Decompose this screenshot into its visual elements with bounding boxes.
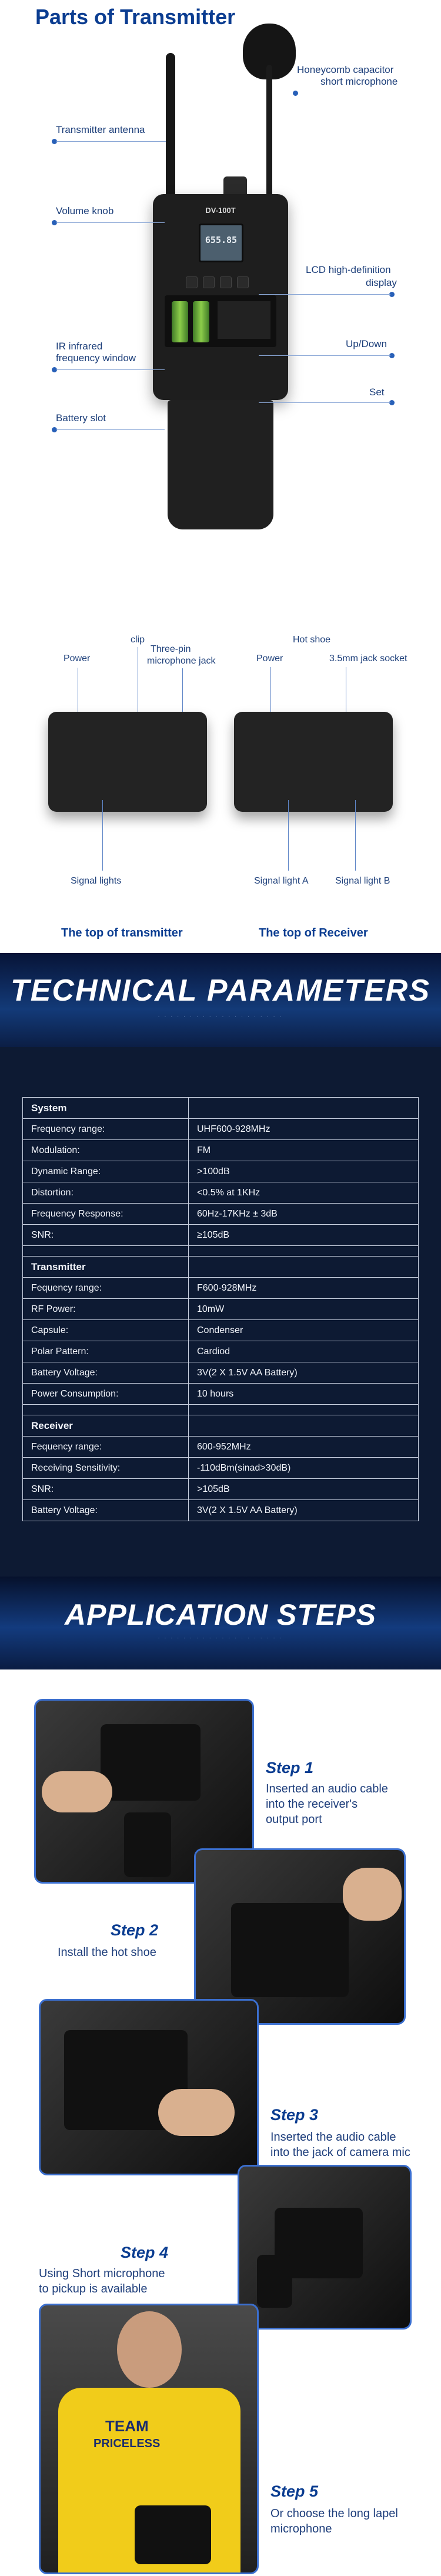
camera [135, 2505, 211, 2564]
spec-row [23, 1341, 419, 1362]
application-steps-section [0, 1577, 441, 2576]
parts-section [0, 0, 441, 594]
spec-value: Cardiod [189, 1341, 419, 1362]
top-view-section [0, 594, 441, 953]
callout-leader [56, 222, 165, 223]
spec-key: Fequency range: [23, 1437, 189, 1458]
spec-key: SNR: [23, 1225, 189, 1246]
step4-line1: Using Short microphone [39, 2267, 165, 2280]
spec-row [23, 1140, 419, 1161]
callout-mic-line2: short microphone [320, 76, 398, 87]
transmitter-body [153, 194, 288, 400]
spec-value: 10 hours [189, 1384, 419, 1405]
spec-gap-cell [23, 1246, 189, 1257]
battery-door-label [218, 301, 270, 339]
steps-banner-title: APPLICATION STEPS [64, 1598, 376, 1631]
spec-gap-row [23, 1405, 419, 1415]
spec-row [23, 1299, 419, 1320]
hand [343, 1868, 402, 1921]
spec-heading-empty [189, 1098, 419, 1119]
spec-heading-cell: Receiver [23, 1415, 189, 1437]
transmitter-top-image [48, 712, 207, 812]
tech-banner-title: TECHNICAL PARAMETERS [10, 974, 431, 1008]
spec-row [23, 1458, 419, 1479]
spec-value: >105dB [189, 1479, 419, 1500]
spec-heading-empty [189, 1415, 419, 1437]
spec-value: F600-928MHz [189, 1278, 419, 1299]
camera [101, 1724, 201, 1801]
control-buttons [186, 276, 256, 289]
spec-gap-row [23, 1246, 419, 1257]
battery-bay [165, 295, 276, 347]
spec-section-heading [23, 1415, 419, 1437]
spec-row [23, 1182, 419, 1204]
technical-parameters-section [0, 953, 441, 1577]
step5-title: Step 5 [270, 2482, 319, 2500]
label-signal-b: Signal light B [335, 876, 390, 886]
callout-dot [293, 91, 298, 96]
spec-row [23, 1437, 419, 1458]
spec-key: Polar Pattern: [23, 1341, 189, 1362]
pointer-line [355, 800, 356, 871]
spec-key: Battery Voltage: [23, 1500, 189, 1521]
callout-lcd-line1: LCD high-definition [306, 264, 391, 275]
receiver-unit [124, 1812, 171, 1877]
step4-line2: to pickup is available [39, 2282, 148, 2295]
label-hot-shoe: Hot shoe [293, 635, 331, 645]
spec-value: <0.5% at 1KHz [189, 1182, 419, 1204]
spec-key: Fequency range: [23, 1278, 189, 1299]
battery-right [193, 301, 209, 342]
transmitter-antenna [166, 53, 175, 200]
shirt-text-priceless: PRICELESS [93, 2437, 161, 2450]
spec-section-heading [23, 1098, 419, 1119]
spec-value: UHF600-928MHz [189, 1119, 419, 1140]
spec-row [23, 1500, 419, 1521]
lcd-display [199, 224, 243, 262]
caption-receiver: The top of Receiver [259, 927, 368, 939]
callout-updown: Up/Down [346, 338, 387, 349]
spec-key: Power Consumption: [23, 1384, 189, 1405]
spec-gap-cell [189, 1246, 419, 1257]
camera [231, 1903, 349, 1997]
spec-key: SNR: [23, 1479, 189, 1500]
step5-photo [39, 2304, 259, 2574]
spec-value: FM [189, 1140, 419, 1161]
callout-mic-line1: Honeycomb capacitor [297, 64, 394, 75]
callout-leader [259, 355, 390, 356]
spec-value: -110dBm(sinad>30dB) [189, 1458, 419, 1479]
label-three-pin-line1: Three-pin [151, 644, 191, 654]
spec-row [23, 1320, 419, 1341]
label-clip: clip [131, 635, 145, 645]
callout-leader [56, 429, 165, 430]
spec-key: Frequency Response: [23, 1204, 189, 1225]
spec-section-heading [23, 1257, 419, 1278]
spec-gap-cell [23, 1405, 189, 1415]
spec-key: Frequency range: [23, 1119, 189, 1140]
spec-row [23, 1225, 419, 1246]
hand [158, 2089, 235, 2136]
callout-set: Set [369, 386, 385, 398]
label-signal-lights: Signal lights [71, 876, 122, 886]
step3-line1: Inserted the audio cable [270, 2131, 396, 2144]
caption-transmitter: The top of transmitter [61, 927, 183, 939]
spec-row [23, 1119, 419, 1140]
spec-row [23, 1161, 419, 1182]
step1-line2: into the receiver's [266, 1798, 358, 1811]
belt-clip [168, 400, 273, 529]
callout-ir-line2: frequency window [56, 352, 136, 364]
spec-row [23, 1479, 419, 1500]
label-signal-a: Signal light A [254, 876, 309, 886]
callout-battery: Battery slot [56, 412, 106, 424]
label-three-pin-line2: microphone jack [147, 656, 216, 666]
spec-value: 10mW [189, 1299, 419, 1320]
step5-line2: microphone [270, 2522, 332, 2535]
spec-key: Modulation: [23, 1140, 189, 1161]
transmitter-unit [257, 2255, 292, 2308]
microphone-gooseneck [266, 65, 272, 206]
spec-value: 600-952MHz [189, 1437, 419, 1458]
callout-leader [56, 141, 166, 142]
label-jack-socket: 3.5mm jack socket [329, 654, 407, 664]
battery-left [172, 301, 188, 342]
label-power-left: Power [64, 654, 91, 664]
callout-ir-line1: IR infrared [56, 341, 103, 352]
spec-row [23, 1204, 419, 1225]
spec-value: 3V(2 X 1.5V AA Battery) [189, 1362, 419, 1384]
spec-heading-cell: System [23, 1098, 189, 1119]
step4-title: Step 4 [121, 2244, 169, 2261]
step1-line3: output port [266, 1813, 322, 1826]
spec-key: Dynamic Range: [23, 1161, 189, 1182]
spec-row [23, 1362, 419, 1384]
pointer-line [102, 800, 103, 871]
steps-banner-decoration: · · · · · · · · · · · · · · · · · · · · [158, 1635, 283, 1641]
spec-value: ≥105dB [189, 1225, 419, 1246]
person-head [117, 2311, 182, 2388]
label-power-right: Power [256, 654, 283, 664]
step2-line1: Install the hot shoe [58, 1946, 156, 1959]
steps-banner [0, 1577, 441, 1669]
spec-value: Condenser [189, 1320, 419, 1341]
callout-leader [56, 369, 165, 370]
step5-line1: Or choose the long lapel [270, 2507, 398, 2520]
callout-volume: Volume knob [56, 205, 114, 216]
spec-row [23, 1384, 419, 1405]
callout-leader [259, 294, 390, 295]
button-1 [186, 276, 198, 288]
button-4 [237, 276, 249, 288]
spec-value: >100dB [189, 1161, 419, 1182]
spec-gap-cell [189, 1405, 419, 1415]
step3-line2: into the jack of camera mic [270, 2146, 410, 2159]
step1-line1: Inserted an audio cable [266, 1782, 388, 1795]
callout-lcd-line2: display [366, 277, 397, 288]
spec-heading-empty [189, 1257, 419, 1278]
spec-heading-cell: Transmitter [23, 1257, 189, 1278]
hand [42, 1771, 112, 1812]
button-3 [220, 276, 232, 288]
spec-key: Capsule: [23, 1320, 189, 1341]
callout-leader [259, 402, 390, 403]
step2-title: Step 2 [111, 1921, 159, 1939]
parts-title: Parts of Transmitter [35, 5, 236, 29]
spec-key: Battery Voltage: [23, 1362, 189, 1384]
spec-value: 60Hz-17KHz ± 3dB [189, 1204, 419, 1225]
lcd-reading: 655.85 [205, 235, 238, 245]
spec-table [22, 1097, 419, 1521]
button-2 [203, 276, 215, 288]
step3-photo [39, 1999, 259, 2175]
pointer-line [288, 800, 289, 871]
step1-title: Step 1 [266, 1759, 314, 1777]
shirt-text-team: TEAM [105, 2417, 149, 2435]
spec-key: Receiving Sensitivity: [23, 1458, 189, 1479]
step3-title: Step 3 [270, 2106, 319, 2124]
spec-key: Distortion: [23, 1182, 189, 1204]
callout-antenna: Transmitter antenna [56, 124, 145, 135]
spec-value: 3V(2 X 1.5V AA Battery) [189, 1500, 419, 1521]
receiver-top-image [234, 712, 393, 812]
step2-photo [194, 1848, 406, 2025]
tech-banner-decoration: · · · · · · · · · · · · · · · · · · · · [158, 1014, 283, 1019]
spec-key: RF Power: [23, 1299, 189, 1320]
spec-row [23, 1278, 419, 1299]
tech-banner [0, 953, 441, 1047]
model-label: DV-100T [205, 206, 236, 215]
step4-photo [238, 2165, 412, 2330]
